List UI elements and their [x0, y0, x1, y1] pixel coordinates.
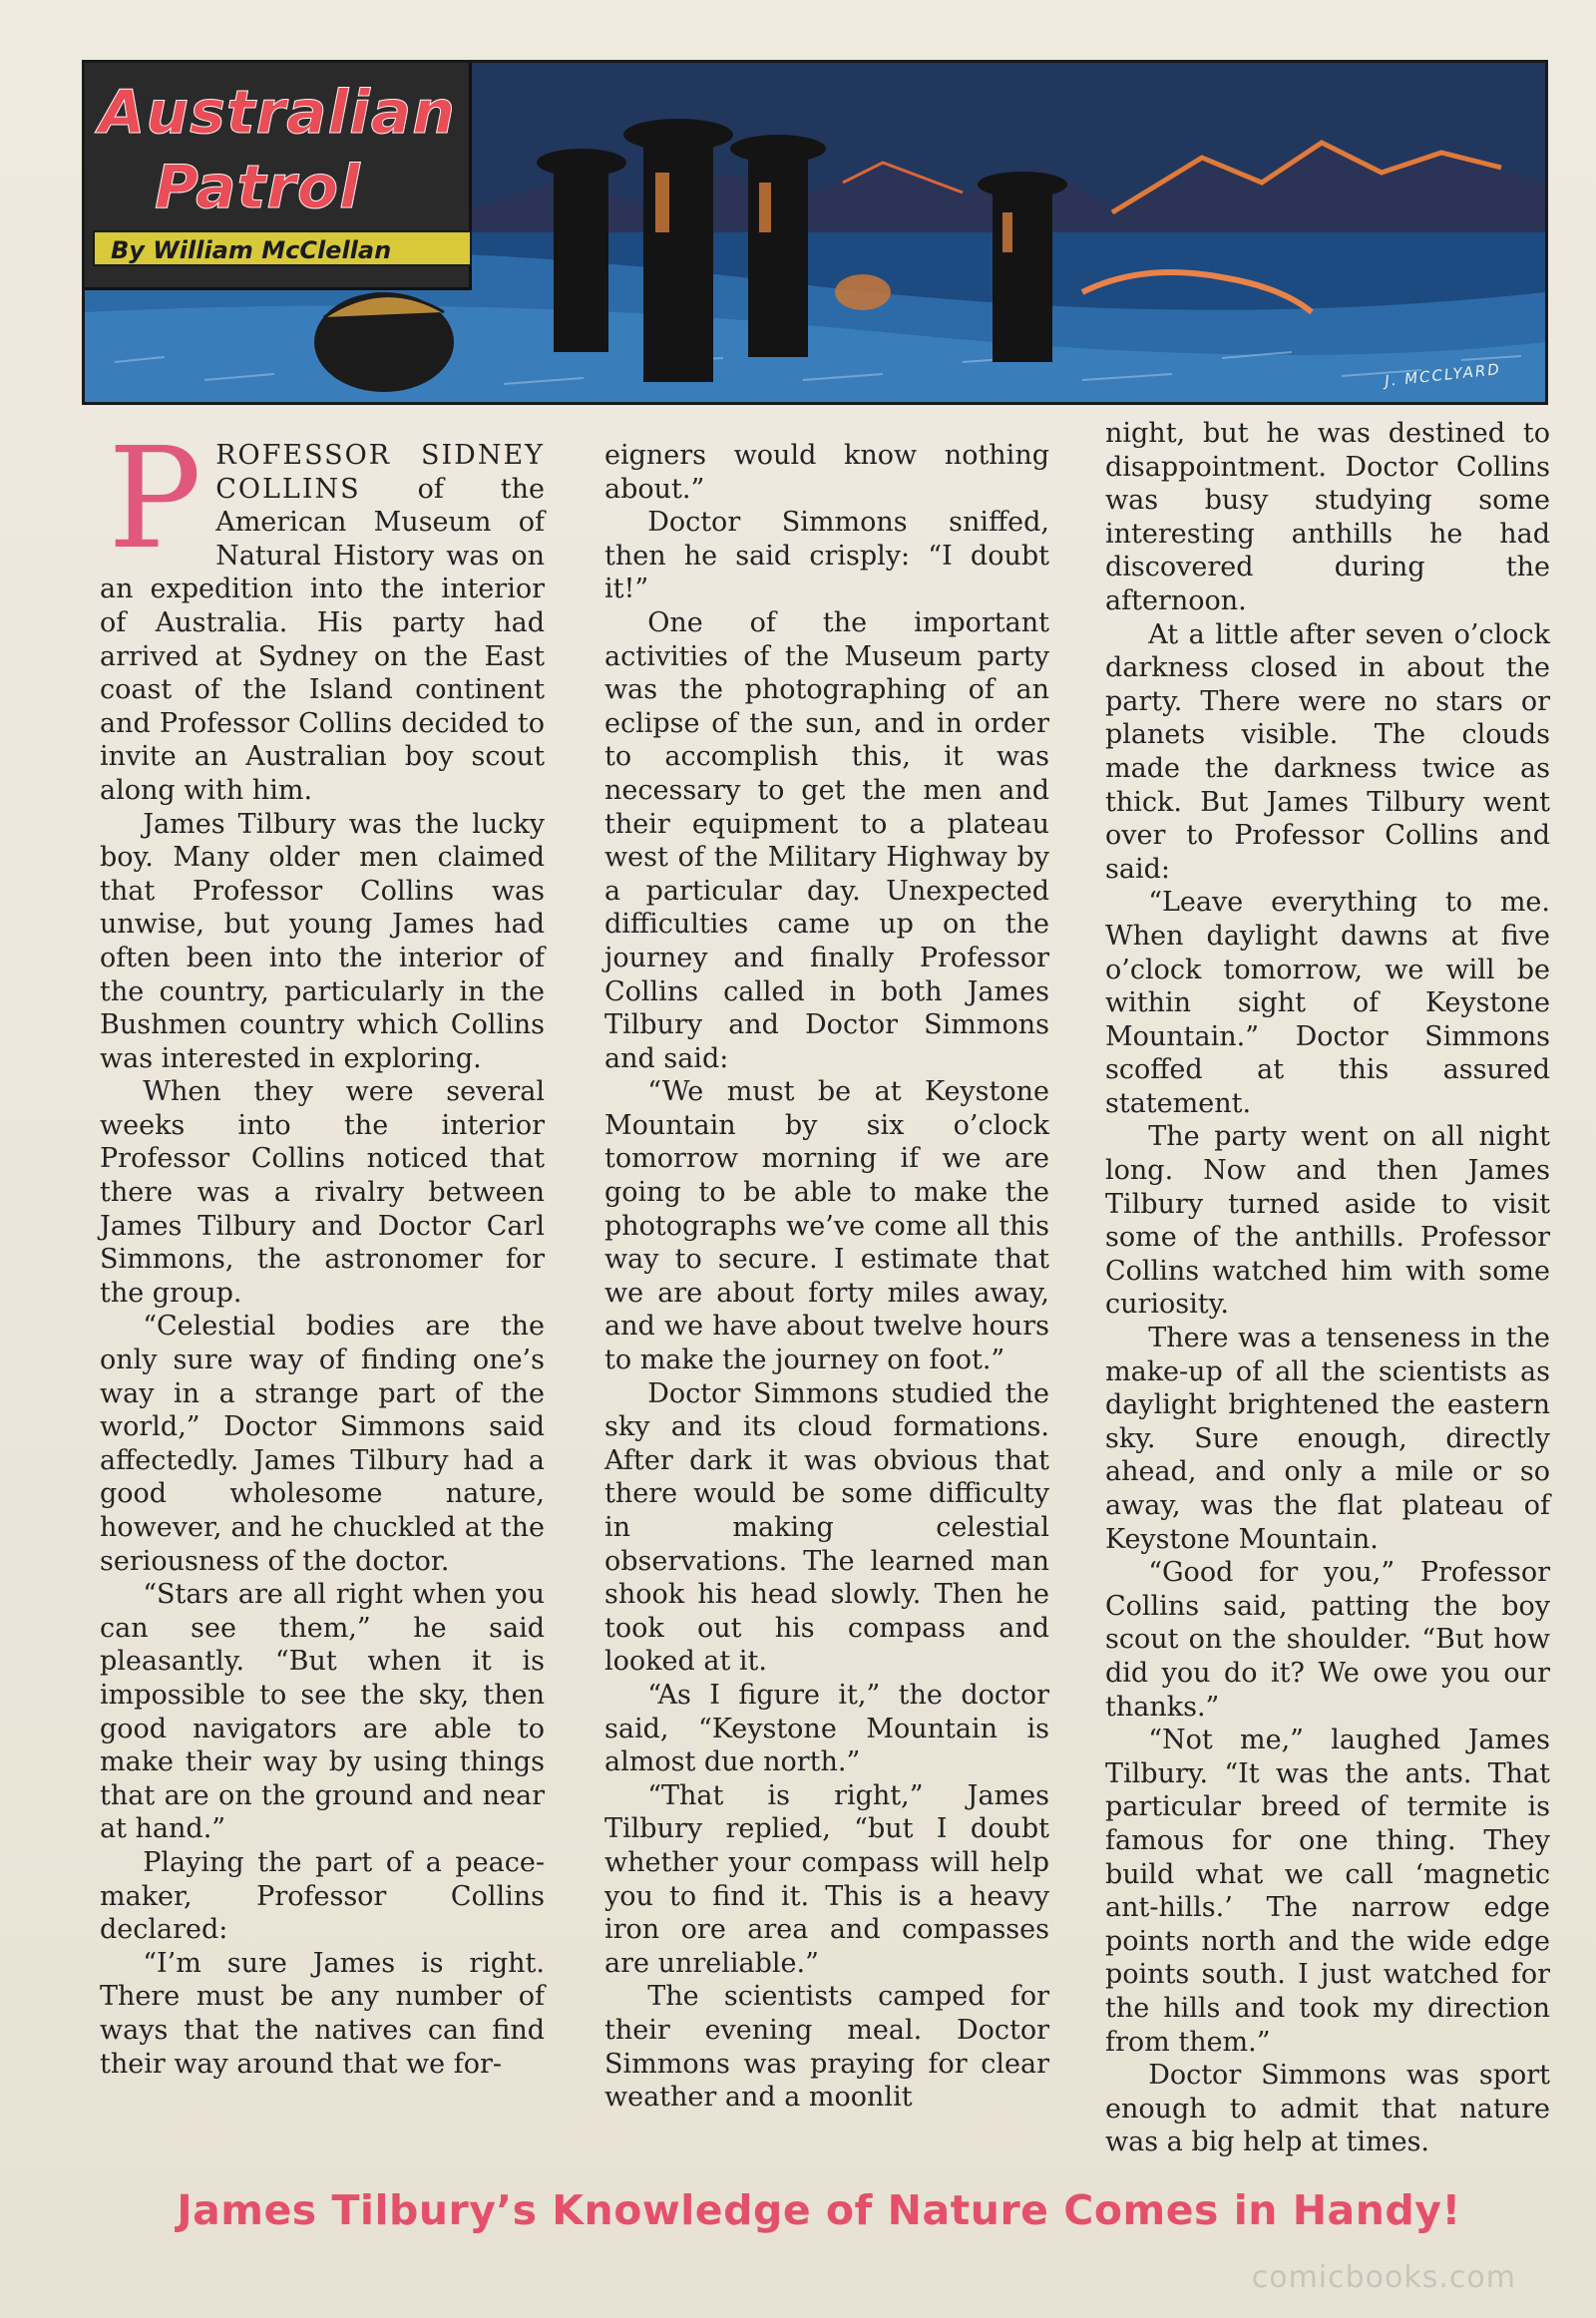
site-watermark: comicbooks.com [1251, 2260, 1516, 2295]
paragraph: of the American Museum of Natural History was on an expedition into the interior of Australia. His party had arrived at Sydney on the East coast of the Island continent and Professor Collins decided to invite an Australian boy scout along with him. [100, 473, 545, 806]
article-column-2 [604, 439, 1049, 2115]
story-tagline: James Tilbury’s Knowledge of Nature Comes in Handy! [177, 2186, 1461, 2234]
paragraph: The party went on all night long. Now and then James Tilbury turned aside to visit some of the anthills. Professor Collins watched him with some curiosity. [1105, 1121, 1550, 1321]
paragraph: At a little after seven o’clock darkness closed in about the party. There were no stars or planets visible. The clouds made the darkness twice as thick. But James Tilbury went over to Professor Collins and said: [1105, 618, 1550, 885]
paragraph: “Celestial bodies are the only sure way of finding one’s way in a strange part of the world,” Doctor Simmons said affectedly. James Tilbury had a good wholesome nature, however, and he chuckled at the seriousness of the doctor. [100, 1311, 545, 1577]
paragraph: “We must be at Keystone Mountain by six o’clock tomorrow morning if we are going to be able to make the photographs we’ve come all this way to secure. I estimate that we are about forty miles away, and we have about twelve hours to make the journey on foot.” [604, 1076, 1049, 1376]
story-byline: By William McClellan [93, 230, 472, 266]
paragraph: Doctor Simmons was sport enough to admit that nature was a big help at times. [1105, 2060, 1550, 2158]
paragraph: eigners would know nothing about.” [604, 440, 1049, 505]
paragraph: night, but he was destined to disappointment. Doctor Collins was busy studying some interesting anthills he had discovered during the afternoon. [1105, 418, 1550, 616]
paragraph: “I’m sure James is right. There must be any number of ways that the natives can find their way around that we for- [100, 1947, 545, 2080]
paragraph: “Leave everything to me. When daylight dawns at five o’clock tomorrow, we will be within sight of Keystone Mountain.” Doctor Simmons scoffed at this assured statement. [1105, 887, 1550, 1119]
drop-cap: P [108, 418, 202, 580]
lead-in-caps: ROFESSOR SIDNEY COLLINS [215, 440, 545, 505]
paragraph: One of the important activities of the Museum party was the photographing of an eclipse of the sun, and in order to accomplish this, it was necessary to get the men and their equipment to a plateau west of the Military Highway by a particular day. Unexpected difficulties came up on the journey and finally Professor Collins called in both James Tilbury and Doctor Simmons and said: [604, 606, 1049, 1074]
paragraph: Doctor Simmons studied the sky and its cloud formations. After dark it was obvious that there would be some difficulty in making celestial observations. The learned man shook his head slowly. Then he took out his compass and looked at it. [604, 1377, 1049, 1678]
paragraph: The scientists camped for their evening meal. Doctor Simmons was praying for clear weather and a moonlit [604, 1981, 1049, 2114]
story-header-illustration [82, 60, 1548, 405]
paragraph: “That is right,” James Tilbury replied, “but I doubt whether your compass will help you to find it. This is a heavy iron ore area and compasses are unreliable.” [604, 1779, 1049, 1979]
lead-paragraph [100, 418, 545, 808]
paragraph: “Stars are all right when you can see them,” he said pleasantly. “But when it is impossible to see the sky, then good navigators are able to make their way by using things that are on the ground and near at hand.” [100, 1579, 545, 1845]
paragraph: “Not me,” laughed James Tilbury. “It was the ants. That particular breed of termite is famous for one thing. They build what we call ‘magnetic ant-hills.’ The narrow edge points north and the wide edge points south. I just watched for the hills and took my direction from them.” [1105, 1725, 1550, 2058]
paragraph: There was a tenseness in the make-up of all the scientists as daylight brightened the eastern sky. Sure enough, directly ahead, and only a mile or so away, was the flat plateau of Keystone Mountain. [1105, 1323, 1550, 1555]
story-title-panel [85, 63, 472, 290]
paragraph: “As I figure it,” the doctor said, “Keystone Mountain is almost due north.” [604, 1679, 1049, 1778]
article-column-1 [100, 418, 545, 2081]
paragraph: Playing the part of a peace-maker, Professor Collins declared: [100, 1846, 545, 1946]
artist-signature: J. MCCLYARD [1384, 359, 1502, 391]
paragraph: “Good for you,” Professor Collins said, patting the boy scout on the shoulder. “But how did you do it? We owe you our thanks.” [1105, 1557, 1550, 1723]
story-title-line-2: Patrol [155, 153, 361, 222]
paragraph: Doctor Simmons sniffed, then he said crisply: “I doubt it!” [604, 507, 1049, 605]
paragraph: When they were several weeks into the interior Professor Collins noticed that there was a rivalry between James Tilbury and Doctor Carl Simmons, the astronomer for the group. [100, 1076, 545, 1309]
article-column-3 [1105, 417, 1550, 2159]
paragraph: James Tilbury was the lucky boy. Many older men claimed that Professor Collins was unwise, but young James had often been into the interior of the country, particularly in the Bushmen country which Collins was interested in exploring. [100, 808, 545, 1074]
story-title-line-1: Australian [99, 78, 456, 148]
